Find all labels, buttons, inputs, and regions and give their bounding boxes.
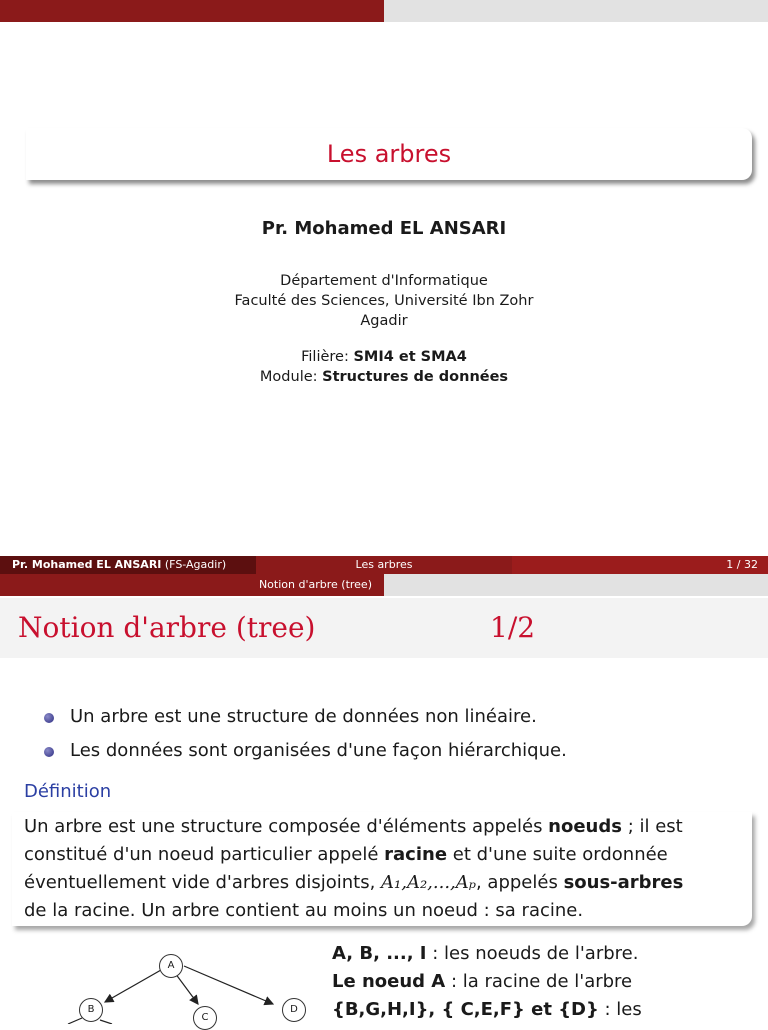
- footer-title: Les arbres: [256, 556, 512, 574]
- tree-node-c: C: [193, 1006, 217, 1030]
- slide-footer: [0, 556, 768, 574]
- definition-line: Un arbre est une structure composée d'éléments appelés noeuds ; il est: [24, 816, 683, 837]
- top-bar-grey-segment: [384, 0, 768, 22]
- tree-node-b: B: [79, 998, 103, 1022]
- tree-diagram: [20, 940, 320, 1024]
- course-block: [0, 347, 768, 387]
- bullet-dot-icon: [44, 713, 54, 723]
- page-number: 1 / 32: [726, 558, 758, 571]
- nav-bar-red-segment: [0, 574, 384, 596]
- tree-node-a: A: [159, 954, 183, 978]
- footer-author-segment: [0, 556, 256, 574]
- frame-number: 1/2: [490, 611, 536, 644]
- top-bar-red-segment: [0, 0, 384, 22]
- explanation-line: Le noeud A : la racine de l'arbre: [332, 971, 633, 992]
- frame-title: Notion d'arbre (tree): [18, 611, 316, 644]
- module-value: Structures de données: [322, 369, 509, 385]
- filiere-line: [0, 347, 768, 367]
- tree-explanation: [332, 940, 642, 1024]
- top-decoration-bar: [0, 0, 768, 22]
- definition-line: éventuellement vide d'arbres disjoints, A₁,A₂,...,Aₚ, appelés sous-arbres: [24, 872, 684, 893]
- faculty: Faculté des Sciences, Université Ibn Zohr: [234, 293, 534, 309]
- footer-author: Pr. Mohamed EL ANSARI: [12, 558, 162, 571]
- definition-heading: Définition: [24, 781, 112, 802]
- city: Agadir: [360, 313, 408, 329]
- explanation-line: {B,G,H,I}, { C,E,F} et {D} : les: [332, 999, 642, 1020]
- section-name[interactable]: Notion d'arbre (tree): [258, 578, 372, 591]
- module-line: [0, 367, 768, 387]
- filiere-label: Filière:: [301, 349, 349, 365]
- definition-line: de la racine. Un arbre contient au moins un noeud : sa racine.: [24, 900, 584, 921]
- footer-affiliation: (FS-Agadir): [164, 558, 227, 571]
- title-box: [26, 128, 752, 180]
- frame-title-bar: [0, 598, 768, 658]
- presentation-title: Les arbres: [326, 140, 452, 168]
- filiere-value: SMI4 et SMA4: [353, 349, 467, 365]
- section-nav-bar: [0, 574, 768, 596]
- author-name: Pr. Mohamed EL ANSARI: [261, 218, 507, 239]
- footer-page-segment: [512, 556, 768, 574]
- definition-line: constitué d'un noeud particulier appelé racine et d'une suite ordonnée: [24, 844, 668, 865]
- institution-block: [0, 271, 768, 331]
- explanation-line: A, B, ..., I : les noeuds de l'arbre.: [332, 943, 639, 964]
- module-label: Module:: [259, 369, 318, 385]
- department: Département d'Informatique: [280, 273, 488, 289]
- nav-bar-grey-segment: [384, 574, 768, 596]
- definition-box: [12, 812, 752, 926]
- tree-node-d: D: [282, 998, 306, 1022]
- tree-edges: [20, 940, 320, 1024]
- bullet-dot-icon: [44, 747, 54, 757]
